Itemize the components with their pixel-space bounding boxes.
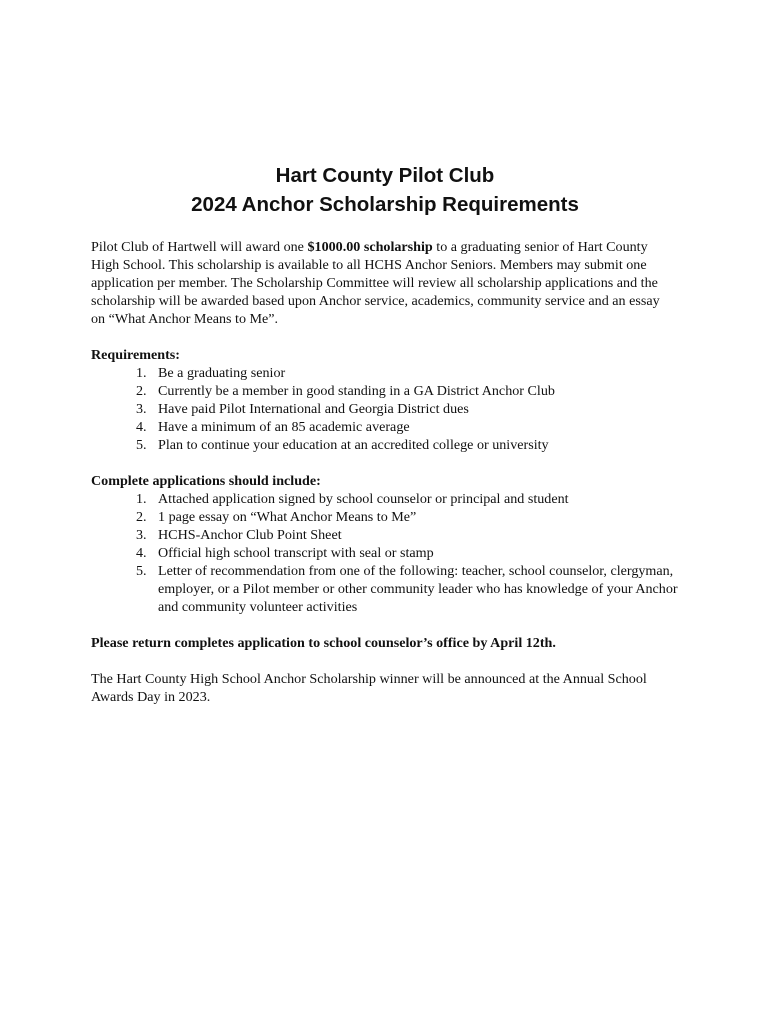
list-item-text: Have paid Pilot International and Georgia District dues [158, 401, 469, 417]
document-title [0, 161, 770, 219]
requirements-heading: Requirements: [91, 347, 180, 363]
title-line-club: Hart County Pilot Club [275, 164, 495, 187]
list-item-text: Attached application signed by school counselor or principal and student [158, 491, 569, 507]
application-list [91, 490, 681, 616]
list-item-number: 2. [136, 383, 147, 399]
requirements-list [91, 364, 681, 454]
list-item-number: 5. [136, 437, 147, 453]
list-item-number: 4. [136, 419, 147, 435]
list-item-text: Official high school transcript with seal or stamp [158, 545, 434, 561]
intro-text-end: to a graduating senior of Hart County High School. This scholarship is available to all HCHS Anchor Seniors. Members may submit one application per member. The Scholarship Committee will review all scholarship applications and the scholarship will be awarded based upon Anchor service, academics, community service and an essay on “What Anchor Means to Me”. [91, 239, 660, 327]
list-item-number: 1. [136, 491, 147, 507]
list-item [91, 364, 681, 382]
list-item-number: 4. [136, 545, 147, 561]
list-item [91, 544, 681, 562]
list-item [91, 418, 681, 436]
list-item-number: 2. [136, 509, 147, 525]
list-item-text: 1 page essay on “What Anchor Means to Me” [158, 509, 417, 525]
list-item-number: 1. [136, 365, 147, 381]
document-body [91, 238, 681, 706]
list-item-text: Plan to continue your education at an accredited college or university [158, 437, 549, 453]
list-item-text: Be a graduating senior [158, 365, 286, 381]
closing-paragraph: The Hart County High School Anchor Scholarship winner will be announced at the Annual School Awards Day in 2023. [91, 671, 647, 705]
list-item-text: Letter of recommendation from one of the following: teacher, school counselor, clergyman, employer, or a Pilot member or other community leader who has knowledge of your Anchor and community volunteer activities [158, 563, 678, 615]
intro-text-start: Pilot Club of Hartwell will award one [91, 239, 308, 255]
list-item [91, 382, 681, 400]
intro-paragraph [91, 238, 676, 328]
list-item-text: Have a minimum of an 85 academic average [158, 419, 410, 435]
list-item [91, 436, 681, 454]
list-item-text: Currently be a member in good standing in a GA District Anchor Club [158, 383, 555, 399]
list-item-number: 5. [136, 563, 147, 579]
list-item-number: 3. [136, 527, 147, 543]
application-heading: Complete applications should include: [91, 473, 321, 489]
list-item-number: 3. [136, 401, 147, 417]
list-item [91, 526, 681, 544]
list-item-text: HCHS-Anchor Club Point Sheet [158, 527, 342, 543]
list-item [91, 562, 681, 616]
return-deadline-note: Please return completes application to school counselor’s office by April 12th. [91, 635, 556, 651]
scholarship-amount: $1000.00 scholarship [307, 239, 433, 255]
list-item [91, 400, 681, 418]
list-item [91, 490, 681, 508]
list-item [91, 508, 681, 526]
title-line-scholarship: 2024 Anchor Scholarship Requirements [191, 193, 579, 216]
